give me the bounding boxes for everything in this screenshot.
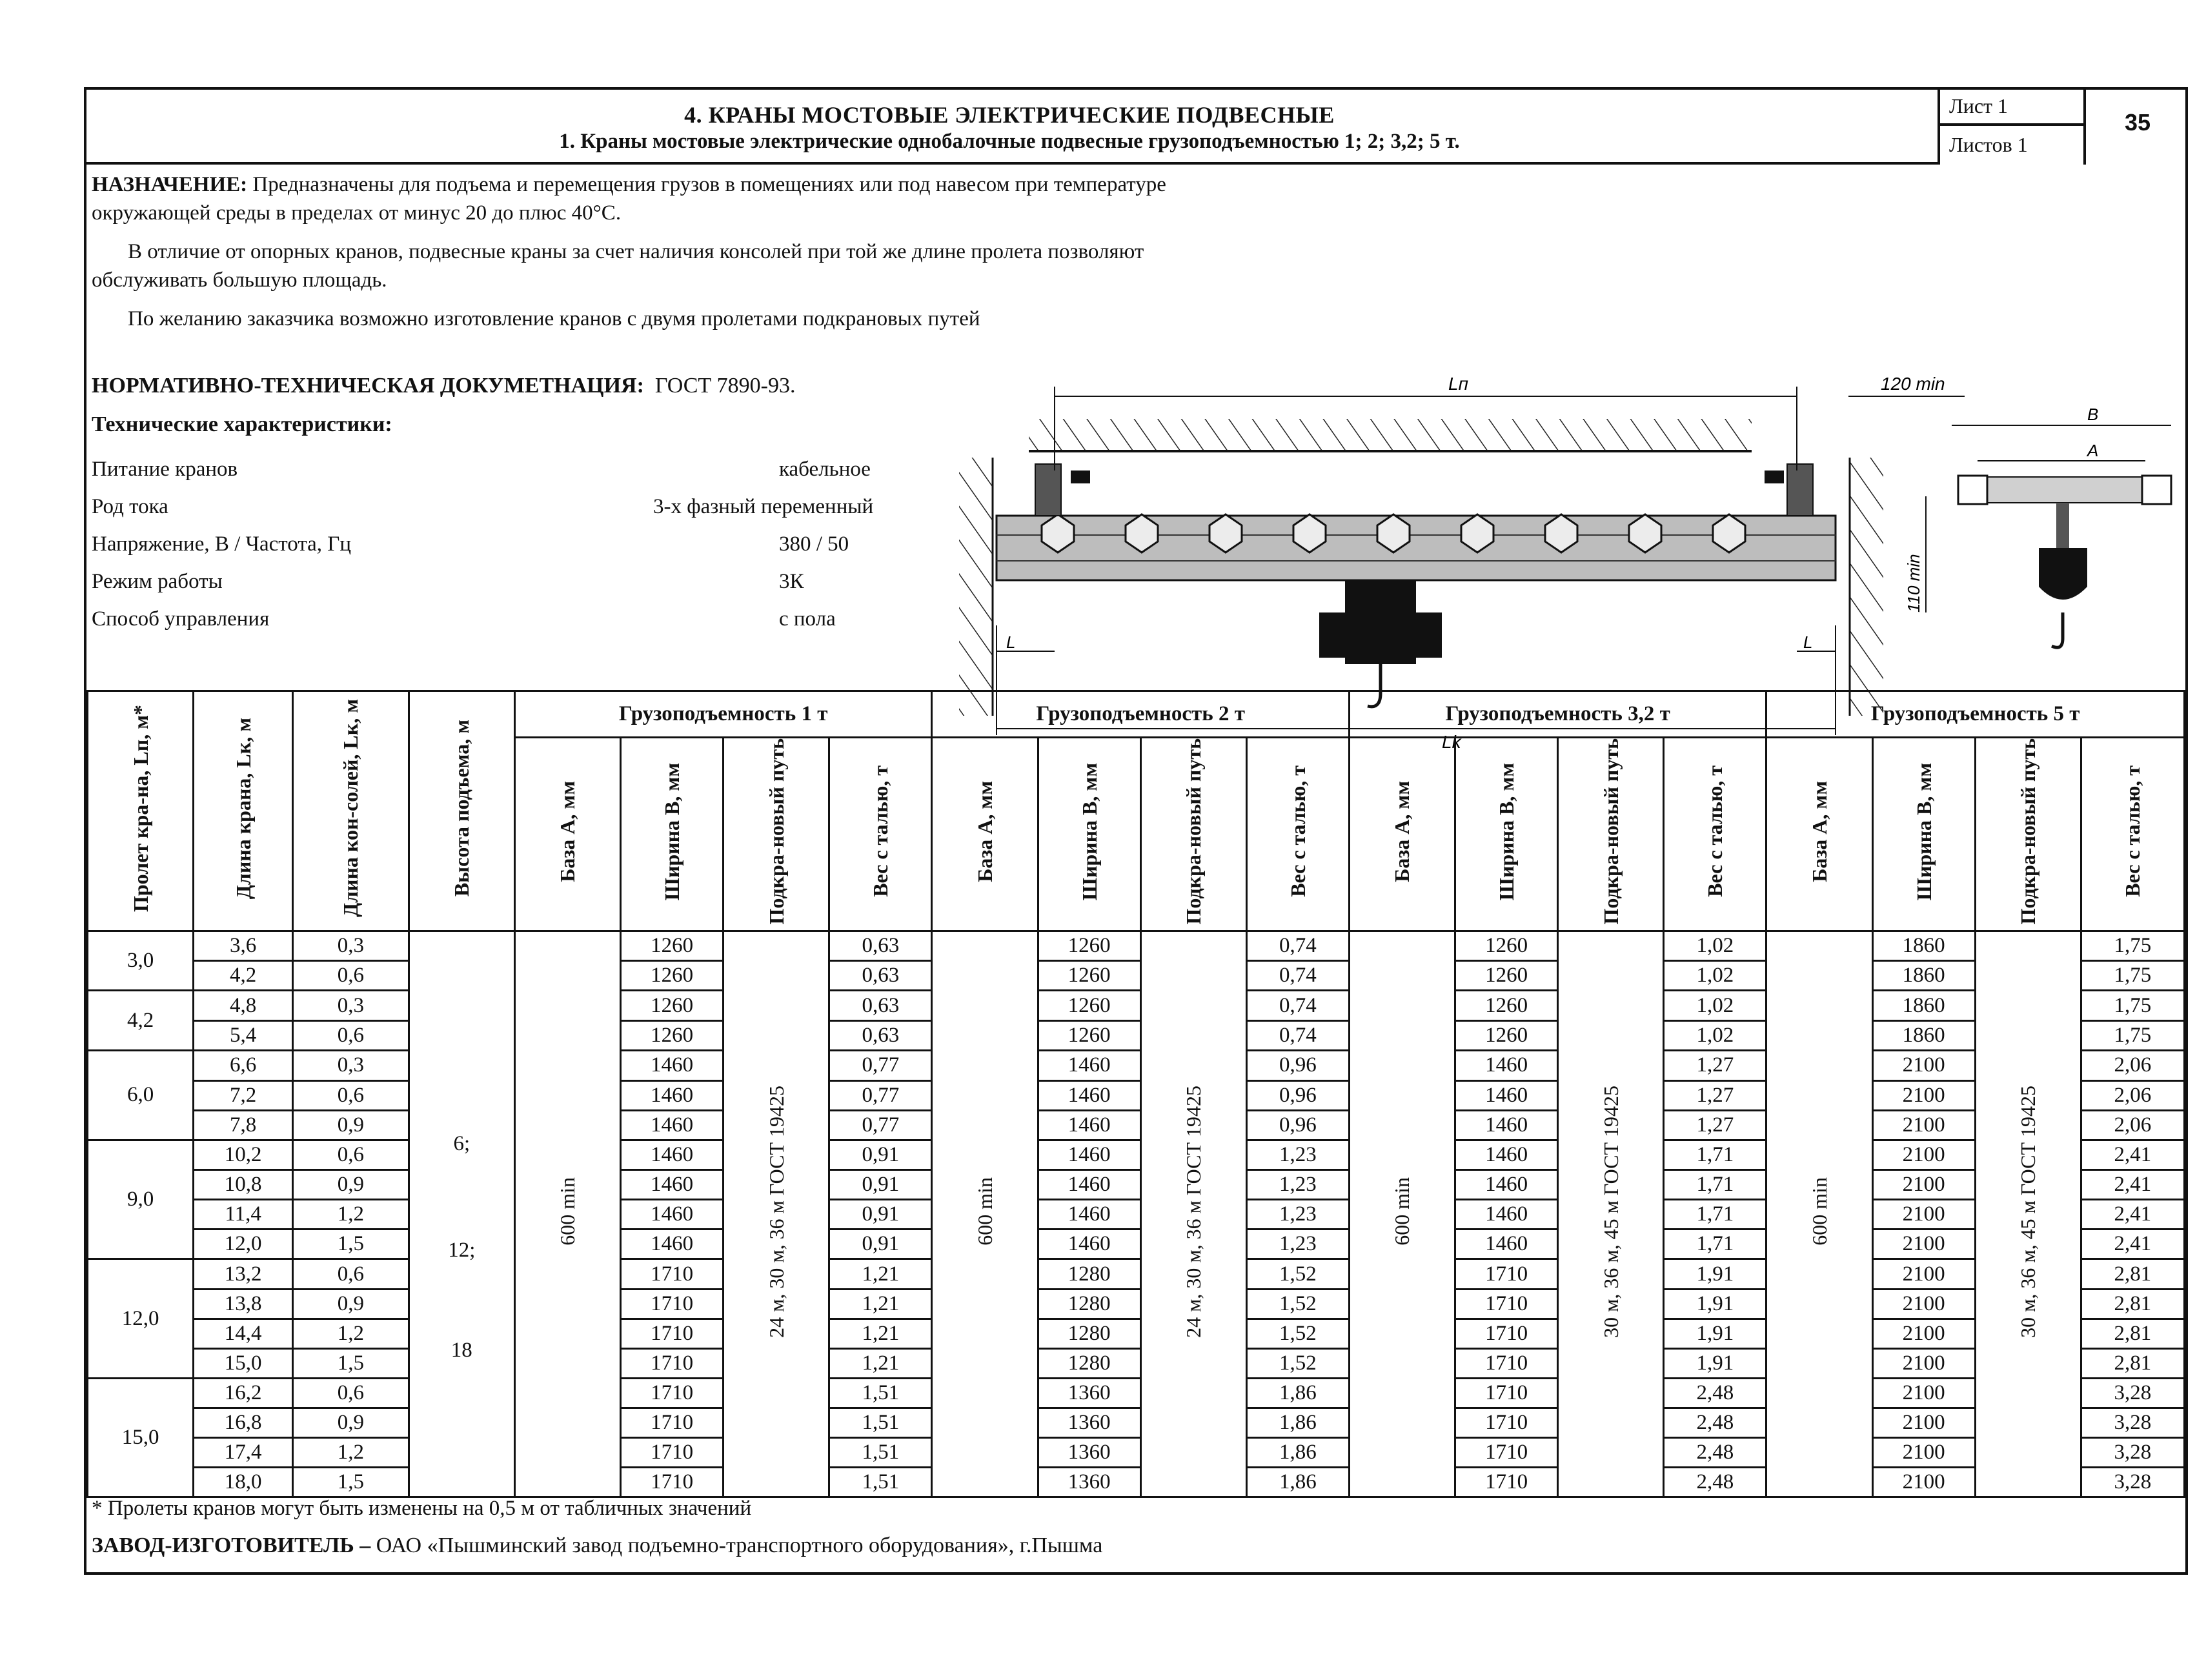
width-header: Ширина В, мм [1872, 738, 1975, 931]
width-value: 1710 [1455, 1259, 1558, 1290]
base-header: База А, мм [1766, 738, 1872, 931]
width-value: 1260 [1038, 991, 1140, 1021]
weight-value: 1,23 [1246, 1200, 1349, 1230]
weight-value: 2,48 [1664, 1378, 1766, 1408]
weight-value: 0,91 [829, 1140, 932, 1170]
console-length-value: 1,5 [293, 1348, 409, 1378]
width-value: 1360 [1038, 1378, 1140, 1408]
crane-length-value: 15,0 [194, 1348, 293, 1378]
width-value: 1710 [621, 1468, 724, 1497]
width-value: 2100 [1872, 1230, 1975, 1259]
width-value: 1860 [1872, 1021, 1975, 1051]
width-value: 1460 [1038, 1170, 1140, 1200]
width-value: 1260 [1455, 931, 1558, 961]
width-value: 1460 [621, 1170, 724, 1200]
col-span-header: Пролет кра-на, Lп, м* [88, 691, 194, 931]
base-value-cell [932, 931, 1038, 1497]
span-value: 6,0 [88, 1051, 194, 1140]
console-length-value: 0,6 [293, 1080, 409, 1110]
page-number: 35 [2124, 109, 2151, 136]
weight-value: 1,51 [829, 1468, 932, 1497]
width-value: 1260 [621, 991, 724, 1021]
intro-paragraph-3: По желанию заказчика возможно изготовление кранов с двумя пролетами подкрановых путей [128, 307, 980, 330]
track-value: 30 м, 36 м, 45 м ГОСТ 19425 [1599, 1085, 1623, 1338]
label-l-left: L [1006, 633, 1016, 652]
width-value: 1460 [1038, 1230, 1140, 1259]
width-value: 1280 [1038, 1319, 1140, 1348]
weight-value: 1,52 [1246, 1289, 1349, 1319]
weight-value: 1,02 [1664, 1021, 1766, 1051]
span-value: 3,0 [88, 931, 194, 991]
lift-height-value: 12; [448, 1239, 476, 1262]
normative-label: НОРМАТИВНО-ТЕХНИЧЕСКАЯ ДОКУМЕТНАЦИЯ: [92, 374, 644, 398]
weight-value: 2,41 [2081, 1230, 2184, 1259]
width-value: 2100 [1872, 1259, 1975, 1290]
weight-value: 2,06 [2081, 1110, 2184, 1140]
width-value: 1860 [1872, 991, 1975, 1021]
width-value: 1260 [1455, 1021, 1558, 1051]
weight-value: 1,75 [2081, 1021, 2184, 1051]
weight-value: 1,75 [2081, 931, 2184, 961]
crane-length-value: 4,2 [194, 961, 293, 991]
width-header: Ширина В, мм [1038, 738, 1140, 931]
label-120min: 120 min [1881, 374, 1945, 394]
width-value: 1260 [1038, 931, 1140, 961]
console-length-value: 1,5 [293, 1230, 409, 1259]
manufacturer [92, 1533, 1102, 1558]
track-header: Подкра-новый путь [724, 738, 829, 931]
width-value: 1260 [1455, 961, 1558, 991]
crane-data-table [86, 690, 2185, 1498]
span-value: 4,2 [88, 991, 194, 1051]
base-value-cell [1766, 931, 1872, 1497]
weight-value: 1,21 [829, 1259, 932, 1290]
intro-paragraph-2: В отличие от опорных кранов, подвесные краны за счет наличия консолей при той же длине пролета позволяют обслуживать большую площадь. [92, 240, 1144, 292]
console-length-value: 0,6 [293, 1140, 409, 1170]
console-length-value: 0,6 [293, 1259, 409, 1290]
width-value: 1710 [621, 1289, 724, 1319]
label-b: B [2087, 405, 2099, 424]
track-value-cell [1558, 931, 1664, 1497]
width-value: 1260 [1455, 991, 1558, 1021]
spec-row [92, 458, 1008, 495]
width-value: 1710 [621, 1408, 724, 1438]
crane-length-value: 11,4 [194, 1200, 293, 1230]
spec-value: 380 / 50 [779, 532, 849, 556]
width-value: 1460 [1455, 1080, 1558, 1110]
crane-length-value: 18,0 [194, 1468, 293, 1497]
span-value: 15,0 [88, 1378, 194, 1497]
width-value: 1710 [1455, 1438, 1558, 1468]
width-value: 2100 [1872, 1289, 1975, 1319]
base-value: 600 min [973, 1177, 997, 1246]
base-value-cell [1349, 931, 1455, 1497]
crane-length-value: 6,6 [194, 1051, 293, 1081]
lift-height-cell [409, 931, 514, 1497]
track-value-cell [724, 931, 829, 1497]
intro-text [92, 170, 1202, 343]
width-value: 1460 [1455, 1200, 1558, 1230]
weight-value: 0,77 [829, 1051, 932, 1081]
track-value: 24 м, 30 м, 36 м ГОСТ 19425 [1182, 1085, 1206, 1338]
width-value: 1710 [1455, 1319, 1558, 1348]
spec-value: кабельное [779, 458, 871, 481]
runway-left [1035, 464, 1090, 516]
crane-length-value: 7,8 [194, 1110, 293, 1140]
weight-value: 1,27 [1664, 1110, 1766, 1140]
width-value: 1460 [621, 1230, 724, 1259]
width-value: 1260 [621, 931, 724, 961]
width-value: 1260 [621, 961, 724, 991]
weight-value: 0,74 [1246, 1021, 1349, 1051]
group-header-3-2t: Грузоподъемность 3,2 т [1349, 691, 1766, 738]
weight-value: 1,02 [1664, 961, 1766, 991]
console-length-value: 0,3 [293, 1051, 409, 1081]
weight-value: 0,63 [829, 931, 932, 961]
track-value-cell [1140, 931, 1246, 1497]
console-length-value: 0,3 [293, 991, 409, 1021]
track-value: 24 м, 30 м, 36 м ГОСТ 19425 [764, 1085, 788, 1338]
weight-value: 1,52 [1246, 1259, 1349, 1290]
weight-value: 2,81 [2081, 1348, 2184, 1378]
crane-length-value: 12,0 [194, 1230, 293, 1259]
weight-header: Вес с талью, т [829, 738, 932, 931]
weight-value: 1,86 [1246, 1468, 1349, 1497]
width-header: Ширина В, мм [621, 738, 724, 931]
hoist-trolley [1319, 580, 1442, 707]
width-value: 1710 [621, 1378, 724, 1408]
console-length-value: 0,6 [293, 961, 409, 991]
sheets-count: Листов 1 [1940, 123, 2083, 162]
weight-value: 0,91 [829, 1200, 932, 1230]
console-length-value: 1,2 [293, 1319, 409, 1348]
spec-row [92, 607, 1008, 645]
weight-value: 1,75 [2081, 991, 2184, 1021]
purpose-text: Предназначены для подъема и перемещения грузов в помещениях или под навесом при температуре окружающей среды в пределах от минус 20 до плюс 40°С. [92, 173, 1166, 225]
crane-length-value: 7,2 [194, 1080, 293, 1110]
console-length-value: 0,3 [293, 931, 409, 961]
spec-row [92, 532, 1008, 570]
weight-value: 1,21 [829, 1319, 932, 1348]
track-header: Подкра-новый путь [1975, 738, 2081, 931]
width-value: 2100 [1872, 1468, 1975, 1497]
weight-value: 1,71 [1664, 1140, 1766, 1170]
specs-list [92, 458, 1008, 645]
weight-value: 1,23 [1246, 1170, 1349, 1200]
weight-value: 2,48 [1664, 1438, 1766, 1468]
width-value: 1460 [621, 1080, 724, 1110]
console-length-value: 1,5 [293, 1468, 409, 1497]
weight-value: 2,41 [2081, 1170, 2184, 1200]
width-value: 2100 [1872, 1170, 1975, 1200]
lift-height-value: 6; [453, 1132, 471, 1156]
width-value: 2100 [1872, 1348, 1975, 1378]
weight-header: Вес с талью, т [1664, 738, 1766, 931]
width-value: 1460 [1455, 1170, 1558, 1200]
weight-value: 1,75 [2081, 961, 2184, 991]
weight-value: 0,91 [829, 1230, 932, 1259]
width-value: 1710 [1455, 1348, 1558, 1378]
weight-value: 0,63 [829, 991, 932, 1021]
width-value: 2100 [1872, 1140, 1975, 1170]
crane-length-value: 10,2 [194, 1140, 293, 1170]
console-length-value: 1,2 [293, 1438, 409, 1468]
weight-value: 0,91 [829, 1170, 932, 1200]
weight-value: 2,06 [2081, 1080, 2184, 1110]
spec-key: Род тока [92, 495, 168, 518]
purpose-label: НАЗНАЧЕНИЕ: [92, 173, 248, 196]
manufacturer-label: ЗАВОД-ИЗГОТОВИТЕЛЬ – [92, 1533, 371, 1557]
crane-side-view [1952, 405, 2171, 647]
width-value: 2100 [1872, 1080, 1975, 1110]
spec-row [92, 570, 1008, 607]
base-header: База А, мм [514, 738, 620, 931]
console-length-value: 0,9 [293, 1289, 409, 1319]
console-length-value: 1,2 [293, 1200, 409, 1230]
width-value: 2100 [1872, 1110, 1975, 1140]
weight-value: 1,52 [1246, 1348, 1349, 1378]
weight-value: 0,96 [1246, 1110, 1349, 1140]
label-110min: 110 min [1904, 554, 1923, 612]
spec-key: Режим работы [92, 570, 223, 593]
weight-value: 1,86 [1246, 1438, 1349, 1468]
weight-value: 3,28 [2081, 1468, 2184, 1497]
console-length-value: 0,9 [293, 1170, 409, 1200]
weight-header: Вес с талью, т [1246, 738, 1349, 931]
width-value: 1460 [1455, 1230, 1558, 1259]
manufacturer-value: ОАО «Пышминский завод подъемно-транспортного оборудования», г.Пышма [370, 1533, 1103, 1557]
weight-value: 1,71 [1664, 1230, 1766, 1259]
width-value: 1860 [1872, 931, 1975, 961]
console-length-value: 0,6 [293, 1021, 409, 1051]
spec-key: Питание кранов [92, 458, 238, 481]
label-lk: Lk [1442, 732, 1461, 752]
console-length-value: 0,9 [293, 1110, 409, 1140]
crane-length-value: 10,8 [194, 1170, 293, 1200]
crane-length-value: 17,4 [194, 1438, 293, 1468]
crane-length-value: 13,2 [194, 1259, 293, 1290]
group-header-2t: Грузоподъемность 2 т [932, 691, 1350, 738]
width-value: 1460 [1038, 1140, 1140, 1170]
width-value: 1360 [1038, 1468, 1140, 1497]
weight-value: 1,51 [829, 1378, 932, 1408]
base-header: База А, мм [932, 738, 1038, 931]
weight-value: 2,41 [2081, 1140, 2184, 1170]
group-header-1t: Грузоподъемность 1 т [514, 691, 932, 738]
span-value: 12,0 [88, 1259, 194, 1379]
weight-value: 2,48 [1664, 1408, 1766, 1438]
weight-value: 1,21 [829, 1348, 932, 1378]
spec-value: 3-х фазный переменный [653, 495, 874, 518]
width-value: 1360 [1038, 1438, 1140, 1468]
crane-length-value: 3,6 [194, 931, 293, 961]
width-value: 1260 [1038, 1021, 1140, 1051]
weight-value: 1,27 [1664, 1080, 1766, 1110]
width-header: Ширина В, мм [1455, 738, 1558, 931]
width-value: 1710 [1455, 1378, 1558, 1408]
col-length-header: Длина крана, Lк, м [194, 691, 293, 931]
width-value: 1460 [1455, 1110, 1558, 1140]
width-value: 1710 [621, 1438, 724, 1468]
col-console-header: Длина кон-солей, Lк, м [293, 691, 409, 931]
weight-value: 3,28 [2081, 1408, 2184, 1438]
weight-value: 1,52 [1246, 1319, 1349, 1348]
specs-heading: Технические характеристики: [92, 412, 392, 436]
weight-header: Вес с талью, т [2081, 738, 2184, 931]
document-frame [84, 87, 2188, 1575]
width-value: 1710 [621, 1259, 724, 1290]
span-value: 9,0 [88, 1140, 194, 1259]
width-value: 1360 [1038, 1408, 1140, 1438]
width-value: 1460 [1455, 1140, 1558, 1170]
width-value: 1280 [1038, 1289, 1140, 1319]
width-value: 2100 [1872, 1408, 1975, 1438]
weight-value: 1,27 [1664, 1051, 1766, 1081]
crane-length-value: 4,8 [194, 991, 293, 1021]
width-value: 1280 [1038, 1348, 1140, 1378]
width-value: 1460 [621, 1200, 724, 1230]
width-value: 1260 [621, 1021, 724, 1051]
base-value: 600 min [1390, 1177, 1414, 1246]
weight-value: 1,02 [1664, 931, 1766, 961]
width-value: 1460 [621, 1051, 724, 1081]
weight-value: 0,74 [1246, 991, 1349, 1021]
weight-value: 1,21 [829, 1289, 932, 1319]
group-header-5t: Грузоподъемность 5 т [1766, 691, 2185, 738]
width-value: 1280 [1038, 1259, 1140, 1290]
weight-value: 0,63 [829, 1021, 932, 1051]
weight-value: 3,28 [2081, 1438, 2184, 1468]
base-value: 600 min [556, 1177, 580, 1246]
width-value: 2100 [1872, 1319, 1975, 1348]
label-l-right: L [1803, 633, 1813, 652]
width-value: 1710 [1455, 1289, 1558, 1319]
weight-value: 1,91 [1664, 1289, 1766, 1319]
width-value: 1710 [621, 1348, 724, 1378]
weight-value: 0,74 [1246, 961, 1349, 991]
track-header: Подкра-новый путь [1140, 738, 1246, 931]
crane-length-value: 5,4 [194, 1021, 293, 1051]
weight-value: 0,74 [1246, 931, 1349, 961]
normative-value: ГОСТ 7890-93. [654, 374, 796, 398]
width-value: 2100 [1872, 1051, 1975, 1081]
console-length-value: 0,6 [293, 1378, 409, 1408]
weight-value: 3,28 [2081, 1378, 2184, 1408]
weight-value: 0,96 [1246, 1051, 1349, 1081]
normative-docs [92, 374, 795, 398]
base-value: 600 min [1807, 1177, 1831, 1246]
weight-value: 2,81 [2081, 1289, 2184, 1319]
weight-value: 1,86 [1246, 1408, 1349, 1438]
weight-value: 1,91 [1664, 1259, 1766, 1290]
track-header: Подкра-новый путь [1558, 738, 1664, 931]
width-value: 1710 [621, 1319, 724, 1348]
weight-value: 1,86 [1246, 1378, 1349, 1408]
width-value: 2100 [1872, 1200, 1975, 1230]
crane-beam [997, 514, 1836, 580]
crane-length-value: 16,2 [194, 1378, 293, 1408]
weight-value: 2,81 [2081, 1259, 2184, 1290]
width-value: 1460 [621, 1140, 724, 1170]
weight-value: 1,71 [1664, 1170, 1766, 1200]
spec-key: Способ управления [92, 607, 270, 631]
weight-value: 0,96 [1246, 1080, 1349, 1110]
weight-value: 1,23 [1246, 1140, 1349, 1170]
width-value: 1460 [1038, 1110, 1140, 1140]
col-height-header: Высота подъема, м [409, 691, 514, 931]
spec-key: Напряжение, В / Частота, Гц [92, 532, 352, 556]
weight-value: 1,51 [829, 1408, 932, 1438]
width-value: 2100 [1872, 1438, 1975, 1468]
width-value: 1460 [1038, 1051, 1140, 1081]
base-header: База А, мм [1349, 738, 1455, 931]
weight-value: 0,77 [829, 1110, 932, 1140]
label-lp: Lп [1448, 374, 1468, 394]
weight-value: 1,71 [1664, 1200, 1766, 1230]
sheet-box [1938, 87, 2086, 165]
runway-right [1765, 464, 1813, 516]
crane-length-value: 14,4 [194, 1319, 293, 1348]
weight-value: 1,23 [1246, 1230, 1349, 1259]
base-value-cell [514, 931, 620, 1497]
crane-length-value: 13,8 [194, 1289, 293, 1319]
console-length-value: 0,9 [293, 1408, 409, 1438]
spec-value: с пола [779, 607, 836, 631]
weight-value: 1,51 [829, 1438, 932, 1468]
weight-value: 1,91 [1664, 1348, 1766, 1378]
track-value: 30 м, 36 м, 45 м ГОСТ 19425 [2016, 1085, 2040, 1338]
weight-value: 2,81 [2081, 1319, 2184, 1348]
weight-value: 0,63 [829, 961, 932, 991]
width-value: 1460 [621, 1110, 724, 1140]
lift-height-value: 18 [450, 1339, 472, 1362]
width-value: 1460 [1455, 1051, 1558, 1081]
width-value: 1260 [1038, 961, 1140, 991]
weight-value: 1,91 [1664, 1319, 1766, 1348]
section-title: 4. КРАНЫ МОСТОВЫЕ ЭЛЕКТРИЧЕСКИЕ ПОДВЕСНЫЕ [684, 102, 1335, 128]
footnote: * Пролеты кранов могут быть изменены на 0,5 м от табличных значений [92, 1497, 752, 1520]
label-a: A [2087, 441, 2099, 460]
weight-value: 2,06 [2081, 1051, 2184, 1081]
width-value: 1460 [1038, 1200, 1140, 1230]
width-value: 1860 [1872, 961, 1975, 991]
purpose-paragraph [92, 170, 1202, 227]
crane-length-value: 16,8 [194, 1408, 293, 1438]
spec-value: 3К [779, 570, 804, 593]
weight-value: 0,77 [829, 1080, 932, 1110]
spec-row [92, 495, 1008, 532]
weight-value: 2,48 [1664, 1468, 1766, 1497]
weight-value: 1,02 [1664, 991, 1766, 1021]
track-value-cell [1975, 931, 2081, 1497]
width-value: 2100 [1872, 1378, 1975, 1408]
width-value: 1710 [1455, 1408, 1558, 1438]
weight-value: 2,41 [2081, 1200, 2184, 1230]
sheet-number: Лист 1 [1949, 94, 2009, 117]
table-row [88, 931, 2185, 961]
width-value: 1710 [1455, 1468, 1558, 1497]
width-value: 1460 [1038, 1080, 1140, 1110]
header-divider [86, 162, 1938, 165]
document-subtitle: 1. Краны мостовые электрические однобалочные подвесные грузоподъемностью 1; 2; 3,2; 5 т. [559, 130, 1460, 153]
